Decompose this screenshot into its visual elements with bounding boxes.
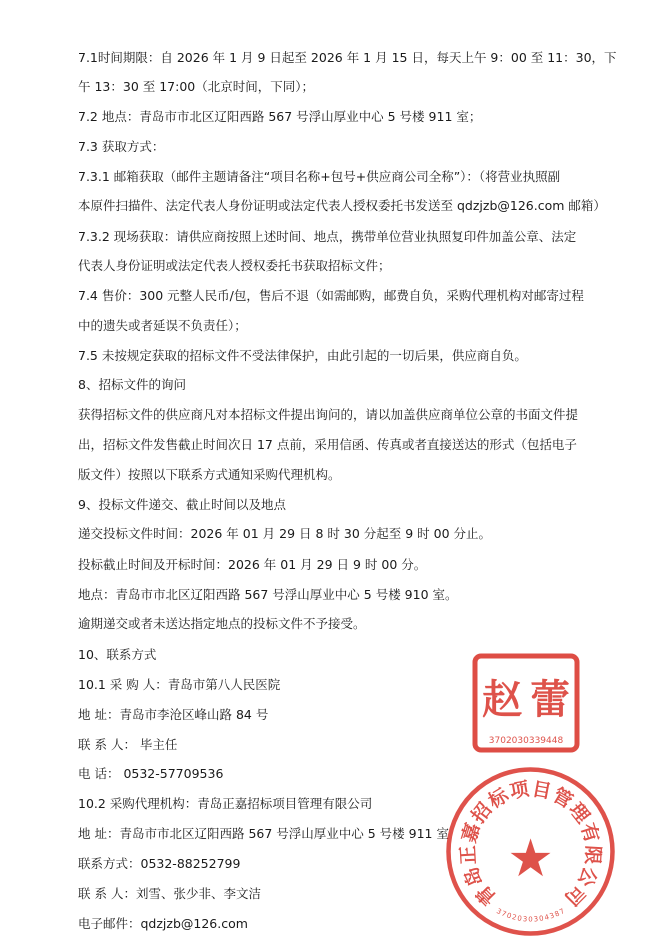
seal-char: 正 bbox=[457, 844, 481, 866]
text-line: 递交投标文件时间：2026 年 01 月 29 日 8 时 30 分起至 9 时 00 分止。 bbox=[78, 526, 491, 541]
seal-digit: 3 bbox=[548, 911, 556, 921]
seal-digit: 7 bbox=[558, 907, 566, 917]
seal-star-icon: ★ bbox=[507, 829, 554, 889]
seal-char: 公 bbox=[573, 863, 602, 890]
seal-char: 管 bbox=[548, 784, 577, 813]
text-line: 版文件）按照以下联系方式通知采购代理机构。 bbox=[78, 467, 341, 482]
seal-digit: 8 bbox=[553, 909, 561, 919]
seal-char: 理 bbox=[564, 798, 594, 828]
text-line: 7.1时间期限：自 2026 年 1 月 9 日起至 2026 年 1 月 15 日，每天上午 9：00 至 11：30，下 bbox=[78, 50, 617, 65]
seal-char: 青 bbox=[471, 880, 501, 910]
seal-char: 招 bbox=[467, 798, 497, 828]
text-line: 地 址：青岛市市北区辽阳西路 567 号浮山厚业中心 5 号楼 911 室 bbox=[78, 826, 449, 841]
text-line: 中的遗失或者延误不负责任）； bbox=[78, 318, 247, 333]
seal-digit: 2 bbox=[511, 913, 518, 922]
text-line: 7.5 未按规定获取的招标文件不受法律保护，由此引起的一切后果，供应商自负。 bbox=[78, 348, 527, 363]
seal-name-char-1: 赵 bbox=[482, 677, 522, 723]
seal-digit: 7 bbox=[500, 909, 508, 919]
text-line: 10.2 采购代理机构：青岛正嘉招标项目管理有限公司 bbox=[78, 796, 373, 811]
text-line: 7.3.1 邮箱获取（邮件主题请备注“项目名称+包号+供应商公司全称”）：（将营业执照副 bbox=[78, 169, 561, 184]
seal-digit: 0 bbox=[505, 911, 513, 921]
section-heading: 10、联系方式 bbox=[78, 647, 157, 662]
text-line: 联 系 人： 毕主任 bbox=[78, 737, 178, 752]
seal-digit: 3 bbox=[495, 907, 503, 917]
text-line: 午 13：30 至 17:00（北京时间，下同）； bbox=[78, 79, 315, 94]
text-line: 联系方式：0532-88252799 bbox=[78, 856, 241, 871]
seal-digit: 3 bbox=[522, 915, 528, 924]
text-line: 10.1 采 购 人：青岛市第八人民医院 bbox=[78, 677, 281, 692]
seal-char: 岛 bbox=[459, 863, 488, 890]
text-line: 获得招标文件的供应商凡对本招标文件提出询问的，请以加盖供应商单位公章的书面文件提 bbox=[78, 407, 579, 422]
text-line: 联 系 人：刘雪、张少非、李文洁 bbox=[78, 886, 261, 901]
seal-digit: 3 bbox=[533, 915, 539, 924]
seal-char: 限 bbox=[580, 844, 604, 866]
text-line: 地 址：青岛市李沧区峰山路 84 号 bbox=[78, 707, 269, 722]
text-line: 7.2 地点：青岛市市北区辽阳西路 567 号浮山厚业中心 5 号楼 911 室； bbox=[78, 109, 482, 124]
text-line: 7.4 售价：300 元整人民币/包，售后不退（如需邮购，邮费自负，采购代理机构对邮寄过程 bbox=[78, 288, 584, 303]
seal-char: 项 bbox=[508, 777, 531, 804]
company-seal bbox=[443, 764, 618, 939]
seal-char: 目 bbox=[530, 777, 553, 804]
text-line: 7.3 获取方式： bbox=[78, 139, 165, 154]
text-line: 逾期递交或者未送达指定地点的投标文件不予接受。 bbox=[78, 616, 366, 631]
text-line: 出，招标文件发售截止时间次日 17 点前，采用信函、传真或者直接送达的形式（包括电子 bbox=[78, 437, 577, 452]
text-line: 电 话： 0532-57709536 bbox=[78, 766, 224, 781]
seal-name-char-2: 蕾 bbox=[530, 677, 570, 723]
seal-char: 有 bbox=[576, 820, 603, 846]
seal-digit: 0 bbox=[516, 914, 523, 923]
text-line: 投标截止时间及开标时间：2026 年 01 月 29 日 9 时 00 分。 bbox=[78, 557, 427, 572]
seal-number: 3702030339448 bbox=[488, 736, 564, 746]
seal-char: 标 bbox=[484, 784, 513, 813]
text-line: 7.3.2 现场获取：请供应商按照上述时间、地点，携带单位营业执照复印件加盖公章、法定 bbox=[78, 229, 577, 244]
section-heading: 8、招标文件的询问 bbox=[78, 377, 186, 392]
text-line: 代表人身份证明或法定代表人授权委托书获取招标文件； bbox=[78, 258, 391, 273]
seal-digit: 0 bbox=[538, 914, 545, 923]
text-line: 本原件扫描件、法定代表人身份证明或法定代表人授权委托书发送至 qdzjzb@126.com 邮箱） bbox=[78, 198, 606, 213]
seal-digit: 4 bbox=[543, 913, 550, 922]
seal-char: 嘉 bbox=[458, 820, 485, 846]
section-heading: 9、投标文件递交、截止时间以及地点 bbox=[78, 497, 286, 512]
seal-digit: 0 bbox=[528, 915, 533, 924]
seal-char: 司 bbox=[560, 880, 590, 910]
text-line: 电子邮件：qdzjzb@126.com bbox=[78, 916, 248, 931]
text-line: 地点：青岛市市北区辽阳西路 567 号浮山厚业中心 5 号楼 910 室。 bbox=[78, 587, 458, 602]
